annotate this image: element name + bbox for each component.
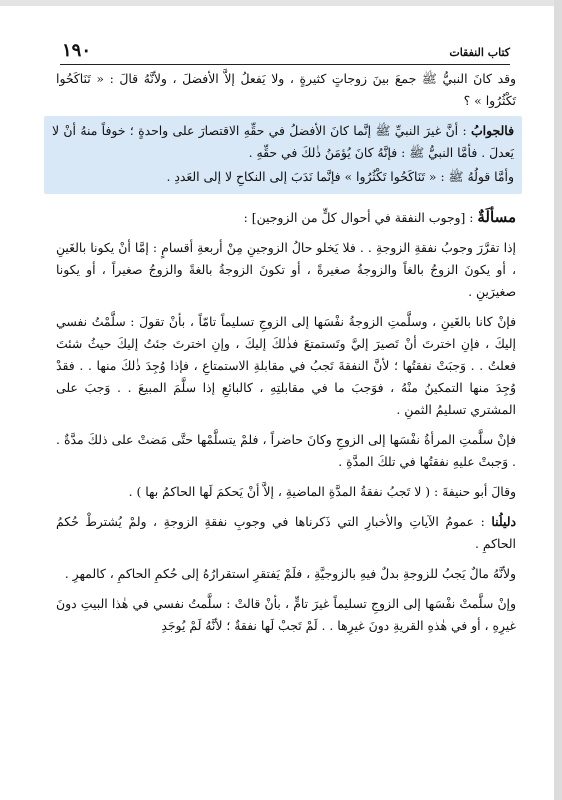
intro-text: وقد كانَ النبيُّ ﷺ جمعَ بينَ زوجاتٍ كثيرةٍ ، ولا يَفعلُ إلاَّ الأفضلَ ، ولأنَّهُ قالَ : bbox=[109, 71, 516, 86]
scan-edge-right bbox=[554, 0, 562, 800]
dalil-paragraph bbox=[56, 511, 516, 555]
answer-paragraph-2 bbox=[52, 166, 514, 188]
paragraph-3: فإنْ سلَّمتِ المرأةُ نفْسَها إلى الزوجِ وكانَ حاضراً ، فلمْ يتسلَّمْها حتَّى مَضتْ على ذلكَ مدَّةٌ . . وَجبتْ عليهِ نفقتُها في تلكَ المدَّةِ . bbox=[56, 432, 516, 469]
intro-paragraph bbox=[56, 68, 516, 112]
answer-line-1: : أنَّ غيرَ النبيِّ ﷺ إنَّما كانَ الأفضلُ في حقِّهِ الاقتصارَ على واحدةٍ ؛ خوفاً منهُ أنْ لا يَعدلَ . فأمَّا النبيُّ ﷺ : فإنَّهُ كانَ يُؤمَنُ ذٰلكَ في حقِّهِ . bbox=[52, 123, 514, 160]
closing-paragraph-1: ولأنَّهُ مالٌ يَجبُ للزوجةِ بدلٌ فيهِ بالزوجيَّةِ ، فلَمْ يَفتقرِ استقرارُهُ إلى حُكمِ الحاكمِ ، كالمهرِ . bbox=[64, 566, 516, 581]
intro-quote: « تَنَاكَحُوا تَكْثُرُوا » ؟ bbox=[56, 71, 516, 108]
masalah-heading bbox=[56, 206, 516, 229]
paragraph-2: فإنْ كانا بالغَينِ ، وسلَّمتِ الزوجةُ نفْسَها إلى الزوجِ تسليماً تامّاً ، بأنْ تقولَ : سلَّمْتُ نفسي إليكَ ، فإنِ اخترتَ أنْ تَصيرَ إليَّ وتَستمتعَ فذٰلكَ إليكَ ، وإنِ اخترتَ جئتُ إليكَ حيثُ شئتَ فعلتُ . . وَجبَتْ نفقتُها ؛ لأنَّ النفقةَ تَجبُ في مقابلةِ الاستمتاعِ ، فإذا وُجِدَ ذٰلكَ منها . . فقدْ وُجِدَ منها التمكينُ منْهُ ، فوَجبَ ما في مقابلتِهِ ، كالبائعِ إذا سلَّمَ المبيعَ . . وَجبَ على المشتري تسليمُ الثمنِ . bbox=[56, 314, 516, 417]
highlighted-answer[interactable] bbox=[44, 116, 522, 194]
dalil-text: : عمومُ الآياتِ والأخبارِ التي ذَكرناها في وجوبِ نفقةِ الزوجةِ ، ولمْ يُشترطْ حُكمُ الحاكمِ . bbox=[56, 514, 516, 551]
paragraph-1: إذا تقرَّرَ وجوبُ نفقةِ الزوجةِ . . فلا يَخلو حالُ الزوجينِ مِنْ أربعةِ أقسامٍ : إمَّا أنْ يكونا بالغَينِ ، أو يكونَ الزوجُ بالغاً والزوجةُ صغيرةً ، أو تكونَ الزوجةُ بالغةً والزوجُ صغيراً ، أو يكونا صغيرَينِ . bbox=[56, 240, 516, 299]
page-body bbox=[52, 68, 516, 645]
closing-paragraph-2: وإنْ سلَّمتْ نفْسَها إلى الزوجِ تسليماً غيرَ تامٍّ ، بأنْ قالتْ : سلَّمتُ نفسي في هٰذا البيتِ دونَ غيرِهِ ، أو في هٰذهِ القريةِ دونَ غيرِها . . لَمْ تَجبْ لَها نفقةٌ ؛ لأنَّهُ لَمْ يُوجَدِ bbox=[56, 596, 516, 633]
page-header bbox=[60, 38, 510, 65]
answer-paragraph bbox=[52, 120, 514, 164]
dalil-label: دليلُنا bbox=[491, 514, 516, 529]
paragraph-4: وقالَ أبو حنيفةَ : ( لا تَجبُ نفقةُ المدَّةِ الماضيةِ ، إلاَّ أنْ يَحكمَ لَها الحاكمُ بها ) . bbox=[128, 484, 516, 499]
masalah-title: : [وجوب النفقة في أحوال كلٍّ من الزوجين] : bbox=[243, 210, 474, 225]
masalah-label: مسألَةٌ bbox=[477, 208, 516, 226]
scan-edge-top bbox=[0, 0, 562, 6]
answer-label: فالجوابُ bbox=[471, 123, 514, 138]
running-title: كتاب النفقات bbox=[449, 46, 510, 59]
answer-line-2: وأمَّا قولُهُ ﷺ : « تَنَاكَحُوا تَكْثُرُوا » فإنَّما نَدَبَ إلى النكاحِ لا إلى العَددِ . bbox=[166, 169, 514, 184]
page-number: ١٩٠ bbox=[62, 40, 92, 61]
